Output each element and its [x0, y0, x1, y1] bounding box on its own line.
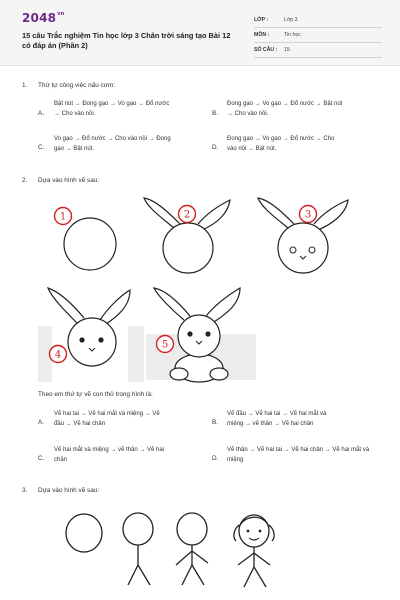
q1-option-d-text[interactable] — [227, 134, 387, 154]
question-3-text: Dựa vào hình vẽ sau: — [38, 487, 100, 494]
option-line: Vẽ hai mắt và miệng → vẽ thân → Vẽ hai — [54, 447, 165, 453]
meta-key: SỐ CÂU : — [254, 47, 278, 53]
step-marker — [179, 206, 196, 223]
q1-option-d-letter[interactable]: D. — [212, 144, 219, 151]
meta-row-subject — [254, 28, 382, 43]
q2-option-a-letter[interactable]: A. — [38, 419, 45, 426]
q2-option-c-letter[interactable]: C. — [38, 455, 45, 462]
meta-value: Lớp 3 — [284, 17, 298, 23]
step-marker — [300, 206, 317, 223]
site-logo[interactable] — [22, 11, 64, 25]
rabbit-step-4-image — [38, 286, 144, 382]
option-line: miệng → vẽ thân → Vẽ hai chân — [227, 421, 314, 427]
meta-table — [254, 13, 382, 58]
q1-option-b-text[interactable] — [227, 99, 387, 119]
q2-option-b-letter[interactable]: B. — [212, 419, 219, 426]
question-2-text: Dựa vào hình vẽ sau: — [38, 177, 100, 184]
step-marker — [157, 336, 174, 353]
q2-option-d-letter[interactable]: D. — [212, 455, 219, 462]
q2-option-b-text[interactable] — [227, 409, 387, 429]
worksheet-header — [0, 0, 400, 66]
rabbit-step-5-image — [146, 286, 256, 390]
option-line: Vẽ đầu → Vẽ hai tai → Vẽ hai mắt và — [227, 411, 327, 417]
stick-step-4 — [234, 515, 274, 587]
step-number: 4 — [54, 349, 62, 361]
option-line: Đong gạo → Vo gạo → Đổ nước → Cho — [227, 136, 335, 142]
question-1-number: 1. — [22, 82, 28, 89]
option-line: gạo → Bật nút. — [54, 146, 95, 152]
step-marker — [55, 208, 72, 225]
meta-key: MÔN : — [254, 32, 270, 38]
q2-option-d-text[interactable] — [227, 445, 387, 465]
logo-suffix: vn — [57, 11, 65, 17]
option-line: Vo gạo → Đổ nước → Cho vào nồi → Đong — [54, 136, 171, 142]
q2-option-c-text[interactable] — [54, 445, 210, 465]
meta-row-class — [254, 13, 382, 28]
step-marker — [50, 346, 67, 363]
meta-row-count — [254, 43, 382, 58]
page-title: 15 câu Trắc nghiệm Tin học lớp 3 Chân trời sáng tạo Bài 12 có đáp án (Phần 2) — [22, 31, 231, 50]
option-line: Vẽ thân → Vẽ hai tai → Vẽ hai chân → Vẽ hai mắt và — [227, 447, 370, 453]
option-line: → Cho vào nồi. — [227, 111, 269, 117]
stick-step-1 — [66, 514, 102, 552]
option-line: chân — [54, 457, 68, 463]
meta-value: 15 — [284, 47, 290, 53]
rabbit-step-2-image — [140, 192, 236, 282]
option-line: Đong gạo → Vo gạo → Đổ nước → Bật nút — [227, 101, 343, 107]
option-line: miệng — [227, 457, 244, 463]
step-number: 1 — [59, 211, 67, 223]
step-number: 3 — [304, 209, 312, 221]
q1-option-a-text[interactable] — [54, 99, 204, 119]
stick-step-2 — [123, 513, 153, 585]
rabbit-step-3-image — [256, 192, 352, 282]
question-3-number: 3. — [22, 487, 28, 494]
question-2-prompt: Theo em thứ tự vẽ con thỏ trong hình là: — [38, 391, 153, 398]
question-2-number: 2. — [22, 177, 28, 184]
logo-text: 2048 — [22, 11, 57, 25]
q1-option-a-letter[interactable]: A. — [38, 110, 45, 117]
meta-value: Tin học — [284, 32, 301, 38]
question-1-text: Thứ tự công việc nấu cơm: — [38, 82, 116, 89]
q1-option-c-letter[interactable]: C. — [38, 144, 45, 151]
option-line: Bật nút → Đong gạo → Vo gạo → Đổ nước — [54, 101, 170, 107]
q1-option-c-text[interactable] — [54, 134, 210, 154]
rabbit-step-1-image — [46, 196, 136, 286]
q2-option-a-text[interactable] — [54, 409, 210, 429]
q1-option-b-letter[interactable]: B. — [212, 110, 219, 117]
meta-key: LỚP : — [254, 17, 269, 23]
option-line: → Cho vào nồi. — [54, 111, 96, 117]
step-number: 2 — [183, 209, 191, 221]
option-line: đầu → Vẽ hai chân — [54, 421, 106, 427]
stick-step-3 — [176, 513, 208, 585]
stick-figure-steps-image — [58, 509, 298, 600]
step-number: 5 — [161, 339, 169, 351]
option-line: Vẽ hai tai → Vẽ hai mắt và miệng → Vẽ — [54, 411, 160, 417]
option-line: vào nồi → Bật nút. — [227, 146, 277, 152]
